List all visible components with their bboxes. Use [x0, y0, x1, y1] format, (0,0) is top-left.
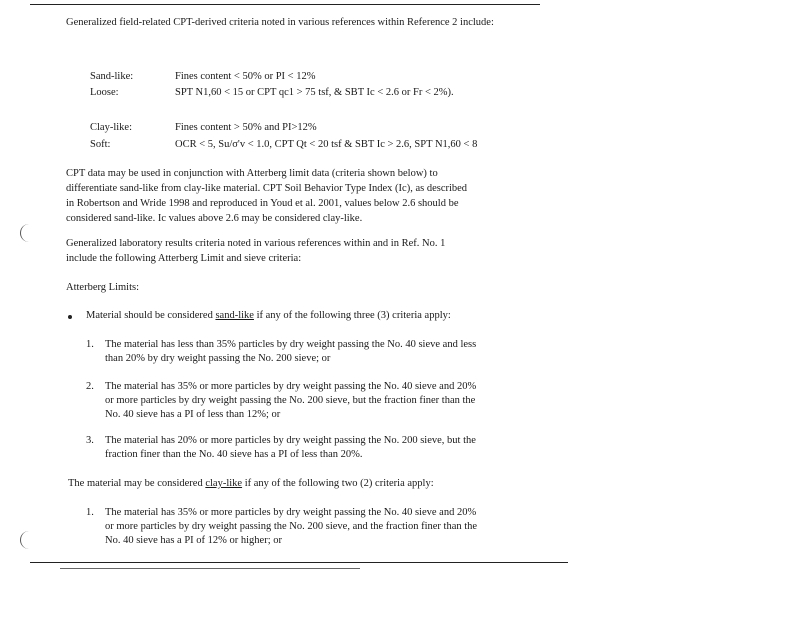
clay-like-statement [68, 477, 434, 491]
bullet-dot [68, 315, 72, 319]
binder-hole-mark-upper [20, 224, 30, 242]
loose-label: Loose: [90, 87, 119, 98]
sand-item-2-line-2: or more particles by dry weight passing the No. 200 sieve, but the fraction finer than the [105, 395, 476, 406]
sand-item-2-line-3: No. 40 sieve has a PI of less than 12%; or [105, 409, 281, 420]
clay-item-1-number: 1. [86, 507, 94, 518]
clay-like-criteria: Fines content > 50% and PI>12% [175, 122, 317, 133]
loose-criteria: SPT N1,60 < 15 or CPT qc1 > 75 tsf, & SBT Ic < 2.6 or Fr < 2%). [175, 87, 454, 98]
clay-item-1-line-1: The material has 35% or more particles by dry weight passing the No. 40 sieve and 20% [105, 507, 477, 518]
cpt-paragraph-line-1: CPT data may be used in conjunction with Atterberg limit data (criteria shown below) to [66, 168, 438, 179]
top-rule [30, 4, 540, 5]
sand-item-1-line-2: than 20% by dry weight passing the No. 200 sieve; or [105, 353, 331, 364]
clay-item-1-line-3: No. 40 sieve has a PI of 12% or higher; or [105, 535, 283, 546]
bottom-rule [30, 562, 568, 563]
clay-statement-post: if any of the following two (2) criteria apply: [242, 478, 434, 489]
binder-hole-mark-lower [20, 531, 30, 549]
sand-item-3-line-2: fraction finer than the No. 40 sieve has a PI of less than 20%. [105, 449, 363, 460]
sand-item-2-line-1: The material has 35% or more particles by dry weight passing the No. 40 sieve and 20% [105, 381, 477, 392]
soft-criteria: OCR < 5, Su/σ'v < 1.0, CPT Qt < 20 tsf & SBT Ic > 2.6, SPT N1,60 < 8 [175, 139, 478, 150]
bottom-rule-shadow [60, 568, 360, 569]
sand-item-3-line-1: The material has 20% or more particles by dry weight passing the No. 200 sieve, but the [105, 435, 476, 446]
cpt-paragraph-line-4: considered sand-like. Ic values above 2.6 may be considered clay-like. [66, 213, 363, 224]
cpt-paragraph-line-3: in Robertson and Wride 1998 and reproduced in Youd et al. 2001, values below 2.6 should be [66, 198, 459, 209]
sand-like-criteria: Fines content < 50% or PI < 12% [175, 71, 316, 82]
clay-like-label: Clay-like: [90, 122, 132, 133]
sand-item-1-number: 1. [86, 339, 94, 350]
intro-line-1: Generalized field-related CPT-derived criteria noted in various references within Reference 2 include: [66, 17, 494, 28]
sand-item-1-line-1: The material has less than 35% particles by dry weight passing the No. 40 sieve and less [105, 339, 477, 350]
sand-bullet-post: if any of the following three (3) criteria apply: [253, 310, 451, 321]
lab-paragraph-line-2: include the following Atterberg Limit and sieve criteria: [66, 253, 302, 264]
cpt-paragraph-line-2: differentiate sand-like from clay-like material. CPT Soil Behavior Type Index (Ic), as described [66, 183, 468, 194]
soft-label: Soft: [90, 139, 111, 150]
sand-like-label: Sand-like: [90, 71, 134, 82]
clay-like-term: clay-like [205, 478, 243, 489]
sand-item-3-number: 3. [86, 435, 94, 446]
sand-bullet-pre: Material should be considered [86, 310, 216, 321]
sand-like-bullet [86, 309, 451, 323]
sand-item-2-number: 2. [86, 381, 94, 392]
atterberg-heading: Atterberg Limits: [66, 282, 140, 293]
lab-paragraph-line-1: Generalized laboratory results criteria noted in various references within and in Ref. No. 1 [66, 238, 446, 249]
clay-item-1-line-2: or more particles by dry weight passing the No. 200 sieve, and the fraction finer than the [105, 521, 478, 532]
clay-statement-pre: The material may be considered [68, 478, 206, 489]
sand-like-term: sand-like [215, 310, 254, 321]
